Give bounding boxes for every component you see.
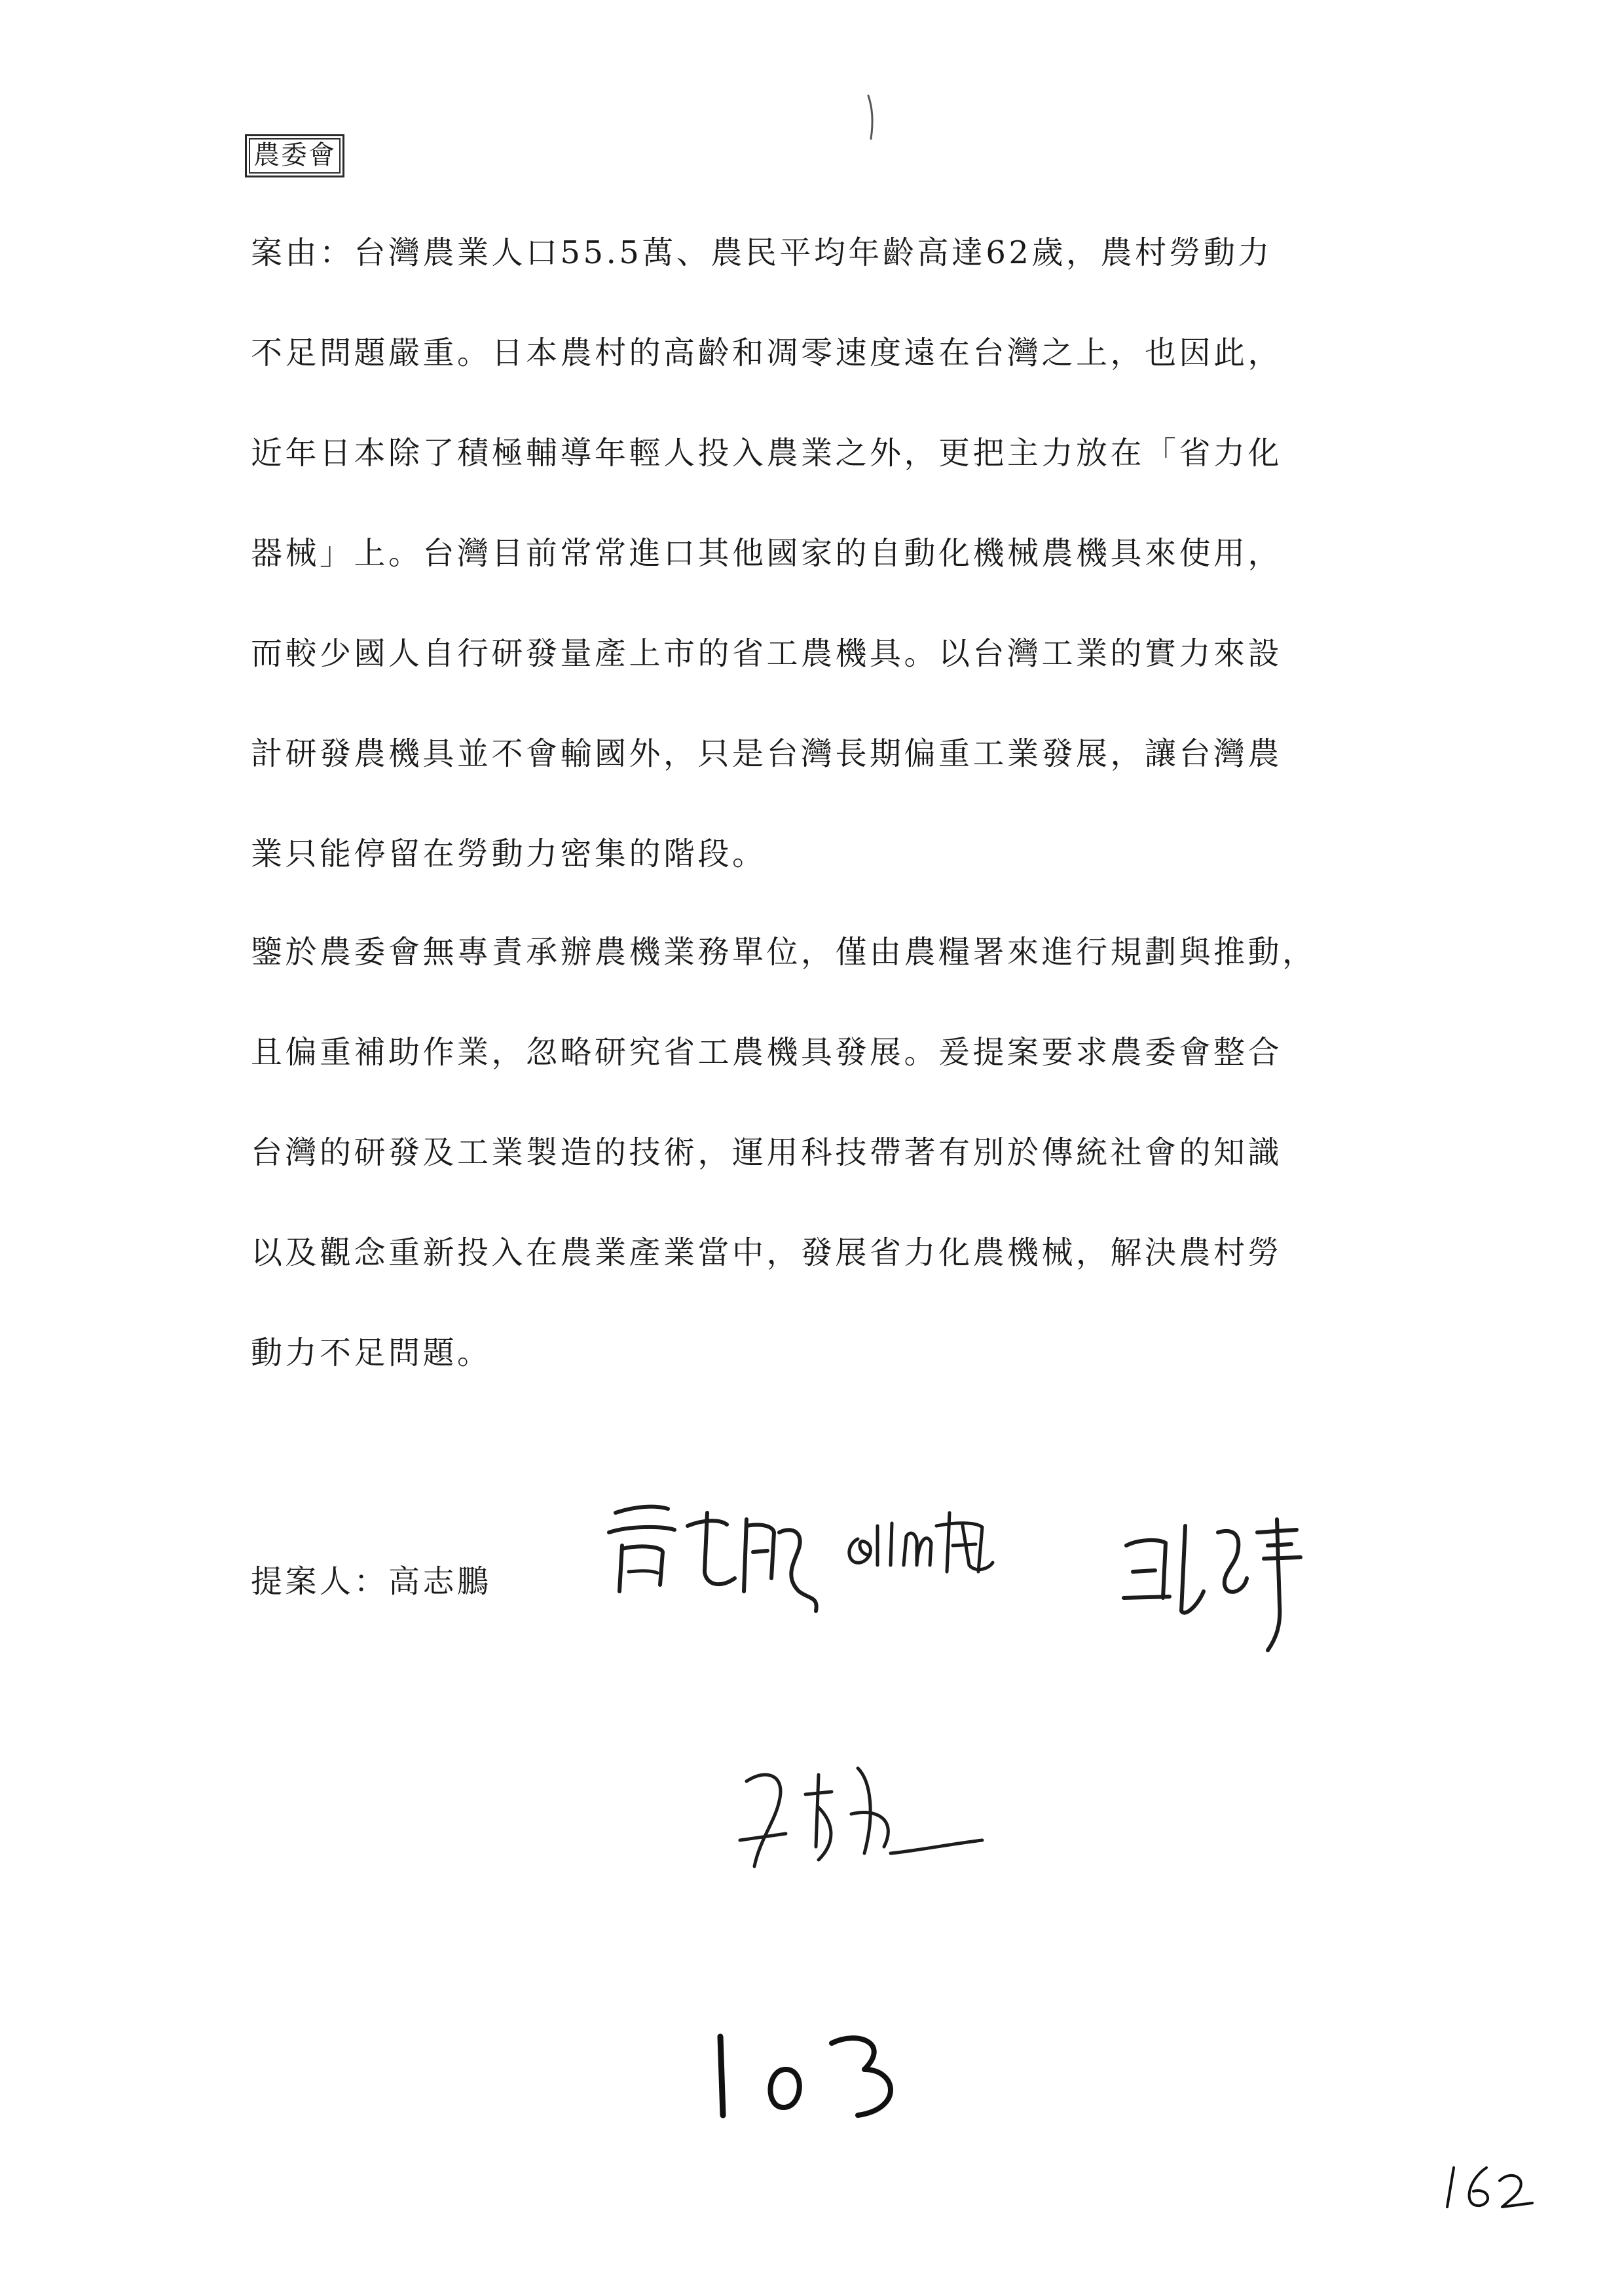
case-line: 業只能停留在勞動力密集的階段。 (251, 836, 767, 872)
proposer-name: 高志鵬 (388, 1563, 492, 1600)
handwritten-sheet-number (1441, 2155, 1539, 2213)
proposal-paragraph (251, 933, 1430, 1434)
proposer-label: 提案人： (251, 1563, 389, 1600)
case-paragraph (251, 233, 1430, 935)
proposal-line: 動力不足問題。 (251, 1335, 492, 1371)
handwritten-page-number (707, 2024, 904, 2128)
case-line: 器械」上。台灣目前常常進口其他國家的自動化機械農機具來使用， (251, 535, 1283, 572)
case-line: 近年日本除了積極輔導年輕人投入農業之外，更把主力放在「省力化 (251, 435, 1283, 472)
case-line: 計研發農機具並不會輸國外，只是台灣長期偏重工業發展，讓台灣農 (251, 735, 1283, 772)
proposal-line: 且偏重補助作業，忽略研究省工農機具發展。爰提案要求農委會整合 (251, 1034, 1283, 1071)
signature-2 (838, 1500, 1028, 1585)
proposal-line: 台灣的研發及工業製造的技術，運用科技帶著有別於傳統社會的知識 (251, 1134, 1283, 1171)
case-line: 案由：台灣農業人口55.5萬、農民平均年齡高達62歲，農村勞動力 (251, 234, 1272, 271)
signature-1 (589, 1487, 825, 1618)
proposer-line (251, 1556, 492, 1601)
case-line: 不足問題嚴重。日本農村的高齡和凋零速度遠在台灣之上，也因此， (251, 335, 1283, 371)
proposal-line: 以及觀念重新投入在農業產業當中，發展省力化農機械，解決農村勞 (251, 1234, 1283, 1271)
proposal-line: 鑒於農委會無專責承辦農機業務單位，僅由農糧署來進行規劃與推動， (251, 934, 1317, 971)
committee-tag: 農委會 (245, 134, 344, 177)
case-line: 而較少國人自行研發量產上市的省工農機具。以台灣工業的實力來設 (251, 635, 1283, 672)
signature-3 (1113, 1506, 1316, 1657)
signature-4 (720, 1742, 995, 1893)
stray-pen-mark (863, 92, 883, 144)
